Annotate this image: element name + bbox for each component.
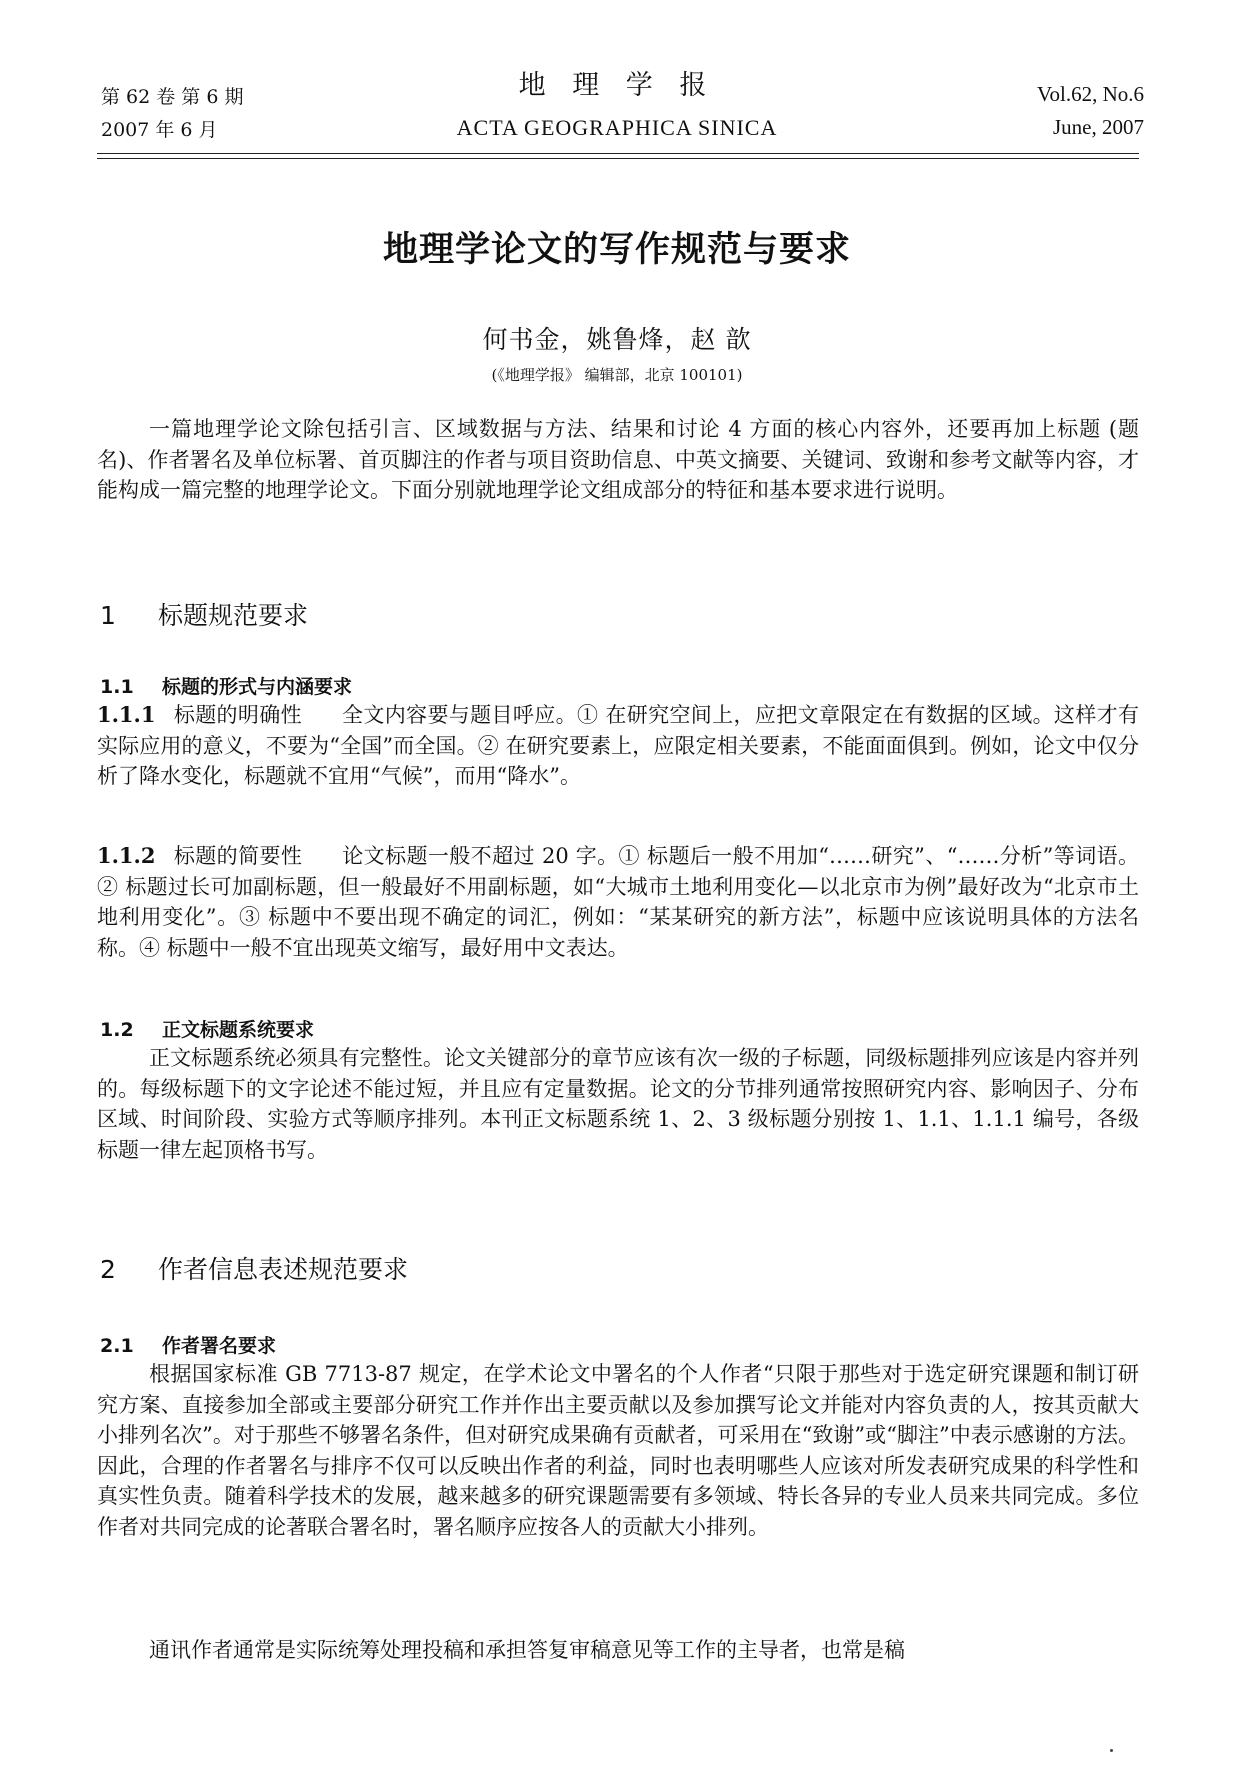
header-rule-top xyxy=(97,153,1139,154)
journal-name-chinese: 地 理 学 报 xyxy=(518,70,716,101)
item-text: 全文内容要与题目呼应。① 在研究空间上，应把文章限定在有数据的区域。这样才有实际应用的意义，不要为“全国”而全国。② 在研究要素上，应限定相关要素，不能面面俱到。例如，论文中仅分析了降水变化，标题就不宜用“气候”，而用“降水”。 xyxy=(97,703,1140,789)
section-title: 作者信息表述规范要求 xyxy=(158,1255,409,1284)
subsection-1-1-heading xyxy=(100,672,352,699)
author-affiliation: (《地理学报》 编辑部，北京 100101) xyxy=(491,366,743,384)
item-1-1-1-paragraph xyxy=(97,700,1139,792)
subsection-2-1-heading xyxy=(100,1331,276,1358)
volume-issue: 第 62 卷 第 6 期 xyxy=(101,86,244,108)
subsection-title: 标题的形式与内涵要求 xyxy=(162,676,353,698)
section-2-heading xyxy=(100,1250,408,1286)
intro-paragraph: 一篇地理学论文除包括引言、区域数据与方法、结果和讨论 4 方面的核心内容外，还要再加上标题 (题名)、作者署名及单位标署、首页脚注的作者与项目资助信息、中英文摘要、关键词、致谢和参考文献等内容，才能构成一篇完整的地理学论文。下面分别就地理学论文组成部分的特征和基本要求进行说明。 xyxy=(97,417,1139,503)
subsection-2-1-paragraph-1: 根据国家标准 GB 7713-87 规定，在学术论文中署名的个人作者“只限于那些对于选定研究课题和制订研究方案、直接参加全部或主要部分研究工作并作出主要贡献以及参加撰写论文并能对内容负责的人，按其贡献大小排列名次”。对于那些不够署名条件，但对研究成果确有贡献者，可采用在“致谢”或“脚注”中表示感谢的方法。因此，合理的作者署名与排序不仅可以反映出作者的利益，同时也表明哪些人应该对所发表研究成果的科学性和真实性负责。随着科学技术的发展，越来越多的研究课题需要有多领域、特长各异的专业人员来共同完成。多位作者对共同完成的论著联合署名时，署名顺序应按各人的贡献大小排列。 xyxy=(97,1362,1139,1539)
section-title: 标题规范要求 xyxy=(158,601,309,630)
subsection-1-2-paragraph: 正文标题系统必须具有完整性。论文关键部分的章节应该有次一级的子标题，同级标题排列应该是内容并列的。每级标题下的文字论述不能过短，并且应有定量数据。论文的分节排列通常按照研究内容、影响因子、分布区域、时间阶段、实验方式等顺序排列。本刊正文标题系统 1、2、3 级标题分别按 1、1.1、1.1.1 编号，各级标题一律左起顶格书写。 xyxy=(97,1046,1139,1162)
header-rule-bottom xyxy=(97,158,1139,159)
item-1-1-2-paragraph xyxy=(97,841,1139,963)
subsection-title: 正文标题系统要求 xyxy=(162,1019,315,1041)
subsection-number: 1.2 xyxy=(100,1019,134,1041)
issue-date: 2007 年 6 月 xyxy=(101,119,218,141)
item-title: 标题的明确性 xyxy=(173,703,302,727)
volume-number-english: Vol.62, No.6 xyxy=(1037,82,1144,106)
subsection-number: 2.1 xyxy=(100,1335,134,1357)
author-list: 何书金，姚鲁烽，赵 歆 xyxy=(482,325,752,354)
item-text: 论文标题一般不超过 20 字。① 标题后一般不用加“……研究”、“……分析”等词语。② 标题过长可加副标题，但一般最好不用副标题，如“大城市土地利用变化—以北京市为例”最好改为“北京市土地利用变化”。③ 标题中不要出现不确定的词汇，例如：“某某研究的新方法”，标题中应该说明具体的方法名称。④ 标题中一般不宜出现英文缩写，最好用中文表达。 xyxy=(97,844,1139,960)
journal-name-latin: ACTA GEOGRAPHICA SINICA xyxy=(456,115,778,140)
subsection-title: 作者署名要求 xyxy=(162,1335,277,1357)
section-number: 2 xyxy=(100,1255,116,1284)
subsection-number: 1.1 xyxy=(100,676,134,698)
section-1-heading xyxy=(100,596,308,632)
section-number: 1 xyxy=(100,601,116,630)
subsection-1-2-heading xyxy=(100,1015,314,1042)
date-english: June, 2007 xyxy=(1053,115,1144,139)
item-number: 1.1.1 xyxy=(97,702,156,727)
item-number: 1.1.2 xyxy=(97,843,156,868)
paper-title: 地理学论文的写作规范与要求 xyxy=(382,230,851,270)
subsection-2-1-paragraph-2: 通讯作者通常是实际统筹处理投稿和承担答复审稿意见等工作的主导者，也常是稿 xyxy=(149,1638,905,1662)
scan-speck xyxy=(1110,1749,1113,1752)
item-title: 标题的简要性 xyxy=(173,844,303,868)
